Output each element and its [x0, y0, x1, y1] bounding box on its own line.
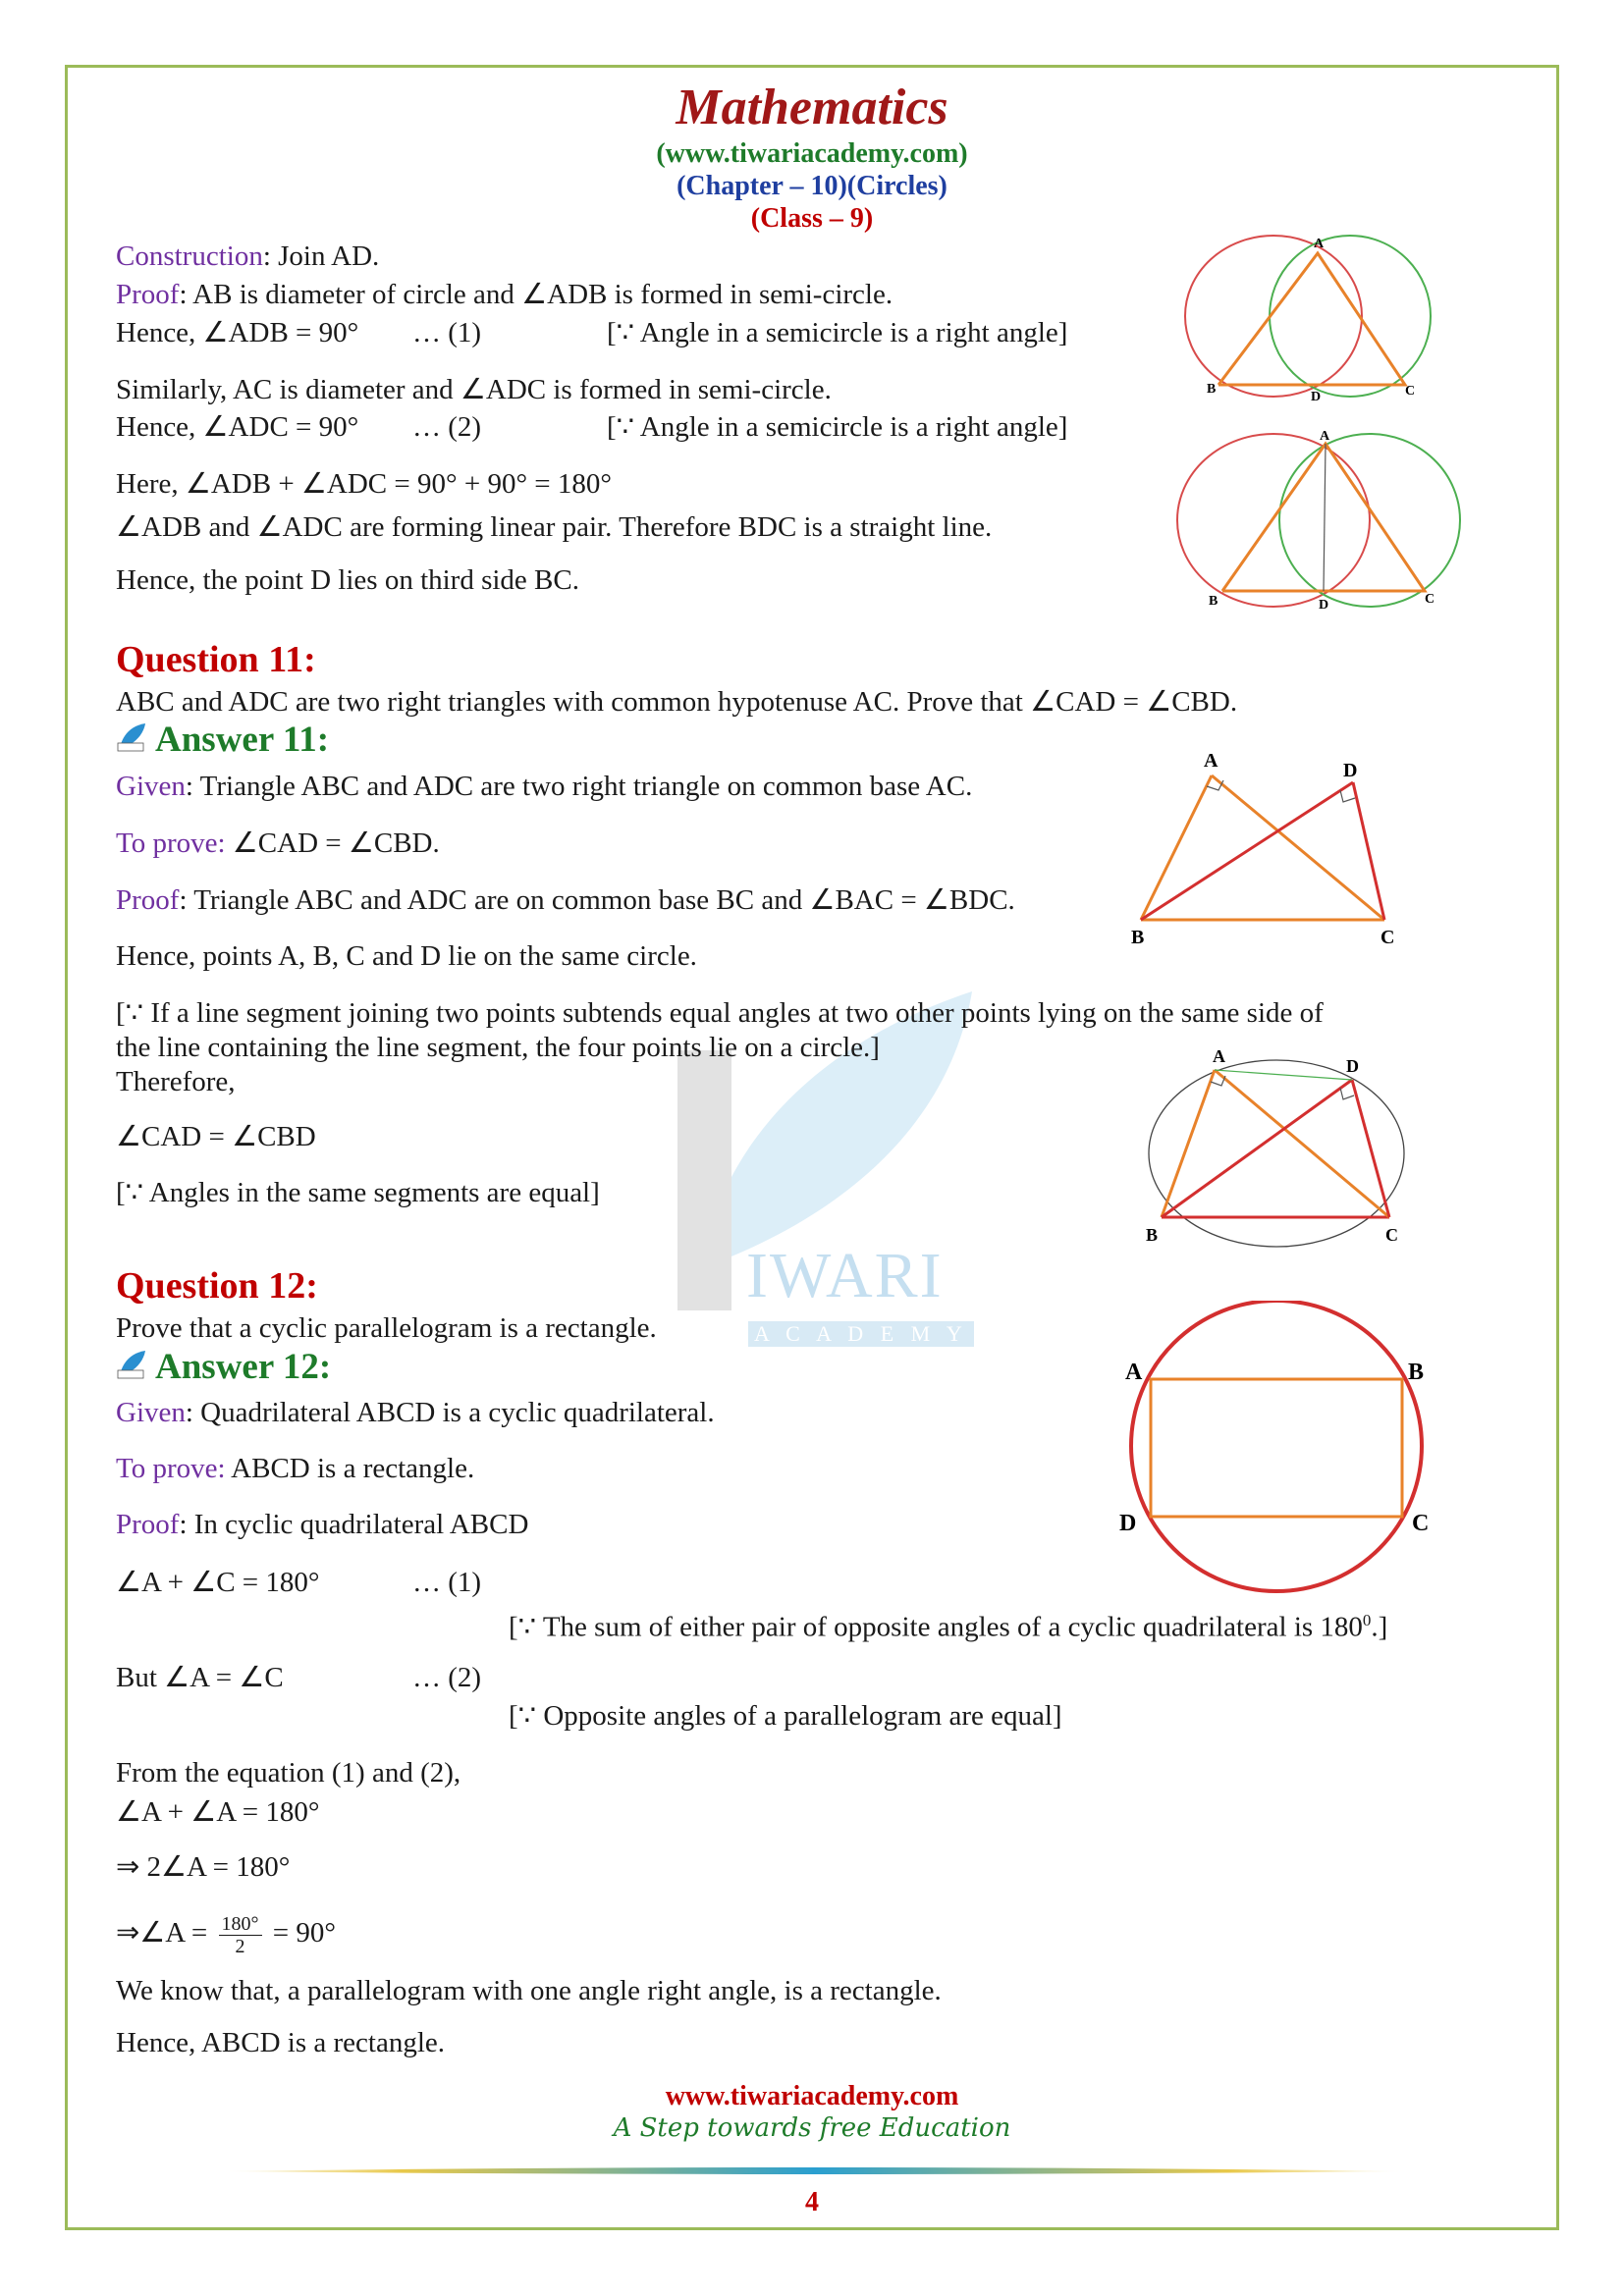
d3-label-a: A: [1204, 750, 1218, 772]
a11-toprove: [116, 827, 440, 860]
tiwari-leaf-icon-2: [116, 1349, 147, 1380]
header-website: (www.tiwariacademy.com): [656, 138, 968, 169]
step1-num: … (1): [412, 317, 482, 348]
a11-hence: Hence, points A, B, C and D lie on the same circle.: [116, 940, 697, 972]
a12-eq5-den: 2: [235, 1935, 245, 1957]
a11-result-reason: [∵ Angles in the same segments are equal]: [116, 1177, 600, 1208]
step5-text: ∠ADB and ∠ADC are forming linear pair. Therefore BDC is a straight line.: [116, 511, 993, 543]
a12-eq1-sup: 0: [1362, 1611, 1372, 1629]
step2-text: Similarly, AC is diameter and ∠ADC is formed in semi-circle.: [116, 374, 832, 405]
question-11-text: ABC and ADC are two right triangles with common hypotenuse AC. Prove that ∠CAD = ∠CBD.: [116, 686, 1238, 718]
step4-text: Here, ∠ADB + ∠ADC = 90° + 90° = 180°: [116, 468, 613, 500]
d1-label-d: D: [1311, 390, 1322, 404]
a11-given-label: Given: [116, 771, 186, 802]
a12-eq5-left: ⇒∠A =: [116, 1917, 215, 1949]
footer-site: www.tiwariacademy.com: [665, 2081, 959, 2111]
d4-label-b: B: [1146, 1225, 1159, 1245]
d3-label-d: D: [1343, 760, 1358, 781]
a12-proof-label: Proof: [116, 1509, 180, 1540]
a12-toprove-text: ABCD is a rectangle.: [225, 1453, 475, 1484]
a12-eq1-reason: [∵ The sum of either pair of opposite angles of a cyclic quadrilateral is 180: [509, 1611, 1363, 1643]
a12-know: We know that, a parallelogram with one angle right angle, is a rectangle.: [116, 1975, 942, 2006]
proof-label: Proof: [116, 279, 180, 310]
a11-therefore: Therefore,: [116, 1066, 236, 1097]
answer-12-heading: Answer 12:: [155, 1347, 332, 1387]
a12-given-text: : Quadrilateral ABCD is a cyclic quadrilateral.: [185, 1397, 715, 1428]
diagram-cyclic-rectangle: [1110, 1301, 1443, 1595]
a12-from: From the equation (1) and (2),: [116, 1757, 461, 1789]
d4-label-c: C: [1385, 1225, 1398, 1245]
d3-label-b: B: [1131, 927, 1145, 948]
question-12-text: Prove that a cyclic parallelogram is a rectangle.: [116, 1312, 657, 1344]
a12-eq2-num: … (2): [412, 1662, 482, 1693]
tiwari-leaf-icon: [116, 721, 147, 753]
a12-eq3: ∠A + ∠A = 180°: [116, 1796, 320, 1828]
a11-proof-label: Proof: [116, 884, 180, 916]
a12-proof: [116, 1508, 528, 1541]
a12-eq2-reason: [∵ Opposite angles of a parallelogram are equal]: [509, 1700, 1062, 1732]
step1-left: Hence, ∠ADB = 90°: [116, 317, 359, 348]
a11-toprove-label: To prove:: [116, 828, 226, 859]
a12-eq5: [116, 1908, 336, 1957]
construction-text: : Join AD.: [262, 240, 380, 272]
question-12-heading: Question 12:: [116, 1265, 318, 1307]
step3-left: Hence, ∠ADC = 90°: [116, 411, 359, 443]
d5-label-c: C: [1412, 1511, 1430, 1536]
a11-reason-2: the line containing the line segment, the four points lie on a circle.]: [116, 1032, 880, 1063]
d1-label-b: B: [1207, 382, 1217, 397]
step3-reason: [∵ Angle in a semicircle is a right angle]: [607, 411, 1068, 443]
step3-num: … (2): [412, 411, 482, 443]
a11-given-text: : Triangle ABC and ADC are two right triangle on common base AC.: [185, 771, 973, 802]
a11-proof-text: : Triangle ABC and ADC are on common base BC and ∠BAC = ∠BDC.: [179, 884, 1015, 916]
d2-label-d: D: [1319, 598, 1329, 613]
d2-label-c: C: [1425, 592, 1435, 607]
watermark-subtext: A C A D E M Y: [748, 1321, 974, 1347]
watermark-text: IWARI: [746, 1240, 944, 1311]
a11-proof: [116, 883, 1015, 917]
page-number: 4: [805, 2187, 819, 2217]
a12-eq5-right: = 90°: [265, 1917, 336, 1949]
answer-11-heading: Answer 11:: [155, 720, 330, 760]
d5-label-d: D: [1119, 1511, 1137, 1536]
a12-eq1-num: … (1): [412, 1567, 482, 1598]
header-chapter: (Chapter – 10)(Circles): [677, 171, 947, 201]
a12-eq1: ∠A + ∠C = 180°: [116, 1567, 320, 1598]
a12-eq1-end: .]: [1371, 1611, 1388, 1643]
d5-label-b: B: [1408, 1360, 1425, 1385]
a12-proof-text: : In cyclic quadrilateral ABCD: [179, 1509, 529, 1540]
diagram-cyclic-triangles: [1134, 1041, 1419, 1252]
question-11-heading: Question 11:: [116, 639, 316, 680]
a12-conclusion: Hence, ABCD is a rectangle.: [116, 2027, 446, 2058]
footer-divider: [226, 2165, 1404, 2177]
a12-eq2: But ∠A = ∠C: [116, 1662, 284, 1693]
a11-reason-1: [∵ If a line segment joining two points subtends equal angles at two other points lying on the same side of: [116, 997, 1324, 1029]
diagram-right-triangles: [1119, 741, 1414, 952]
diagram-two-circles-1: [1173, 226, 1468, 407]
page-title: Mathematics: [676, 80, 948, 135]
a12-given: [116, 1396, 715, 1429]
d5-label-a: A: [1125, 1360, 1143, 1385]
a12-toprove-label: To prove:: [116, 1453, 226, 1484]
a12-eq1-reason-line: [509, 1604, 1387, 1644]
a11-toprove-text: ∠CAD = ∠CBD.: [225, 828, 440, 859]
header-class: (Class – 9): [750, 203, 874, 234]
a11-given: [116, 770, 972, 803]
a12-toprove: [116, 1452, 474, 1485]
a12-given-label: Given: [116, 1397, 186, 1428]
d3-label-c: C: [1380, 927, 1395, 948]
construction-line: [116, 240, 379, 273]
d4-label-d: D: [1346, 1056, 1359, 1076]
footer-tagline: A Step towards free Education: [613, 2113, 1011, 2143]
d1-label-c: C: [1405, 384, 1416, 399]
d4-label-a: A: [1213, 1046, 1225, 1066]
construction-label: Construction: [116, 240, 263, 272]
d2-label-b: B: [1209, 594, 1218, 609]
a12-eq5-fraction: [219, 1913, 262, 1957]
diagram-two-circles-2: [1173, 422, 1473, 614]
a11-result: ∠CAD = ∠CBD: [116, 1121, 316, 1152]
step1-reason: [∵ Angle in a semicircle is a right angle]: [607, 317, 1068, 348]
d1-label-a: A: [1314, 237, 1325, 251]
proof-text: : AB is diameter of circle and ∠ADB is formed in semi-circle.: [179, 279, 893, 310]
step6-text: Hence, the point D lies on third side BC.: [116, 564, 579, 596]
proof-line: [116, 278, 893, 311]
d2-label-a: A: [1320, 429, 1330, 444]
a12-eq5-num: 180°: [219, 1913, 262, 1936]
a12-eq4: ⇒ 2∠A = 180°: [116, 1851, 291, 1883]
